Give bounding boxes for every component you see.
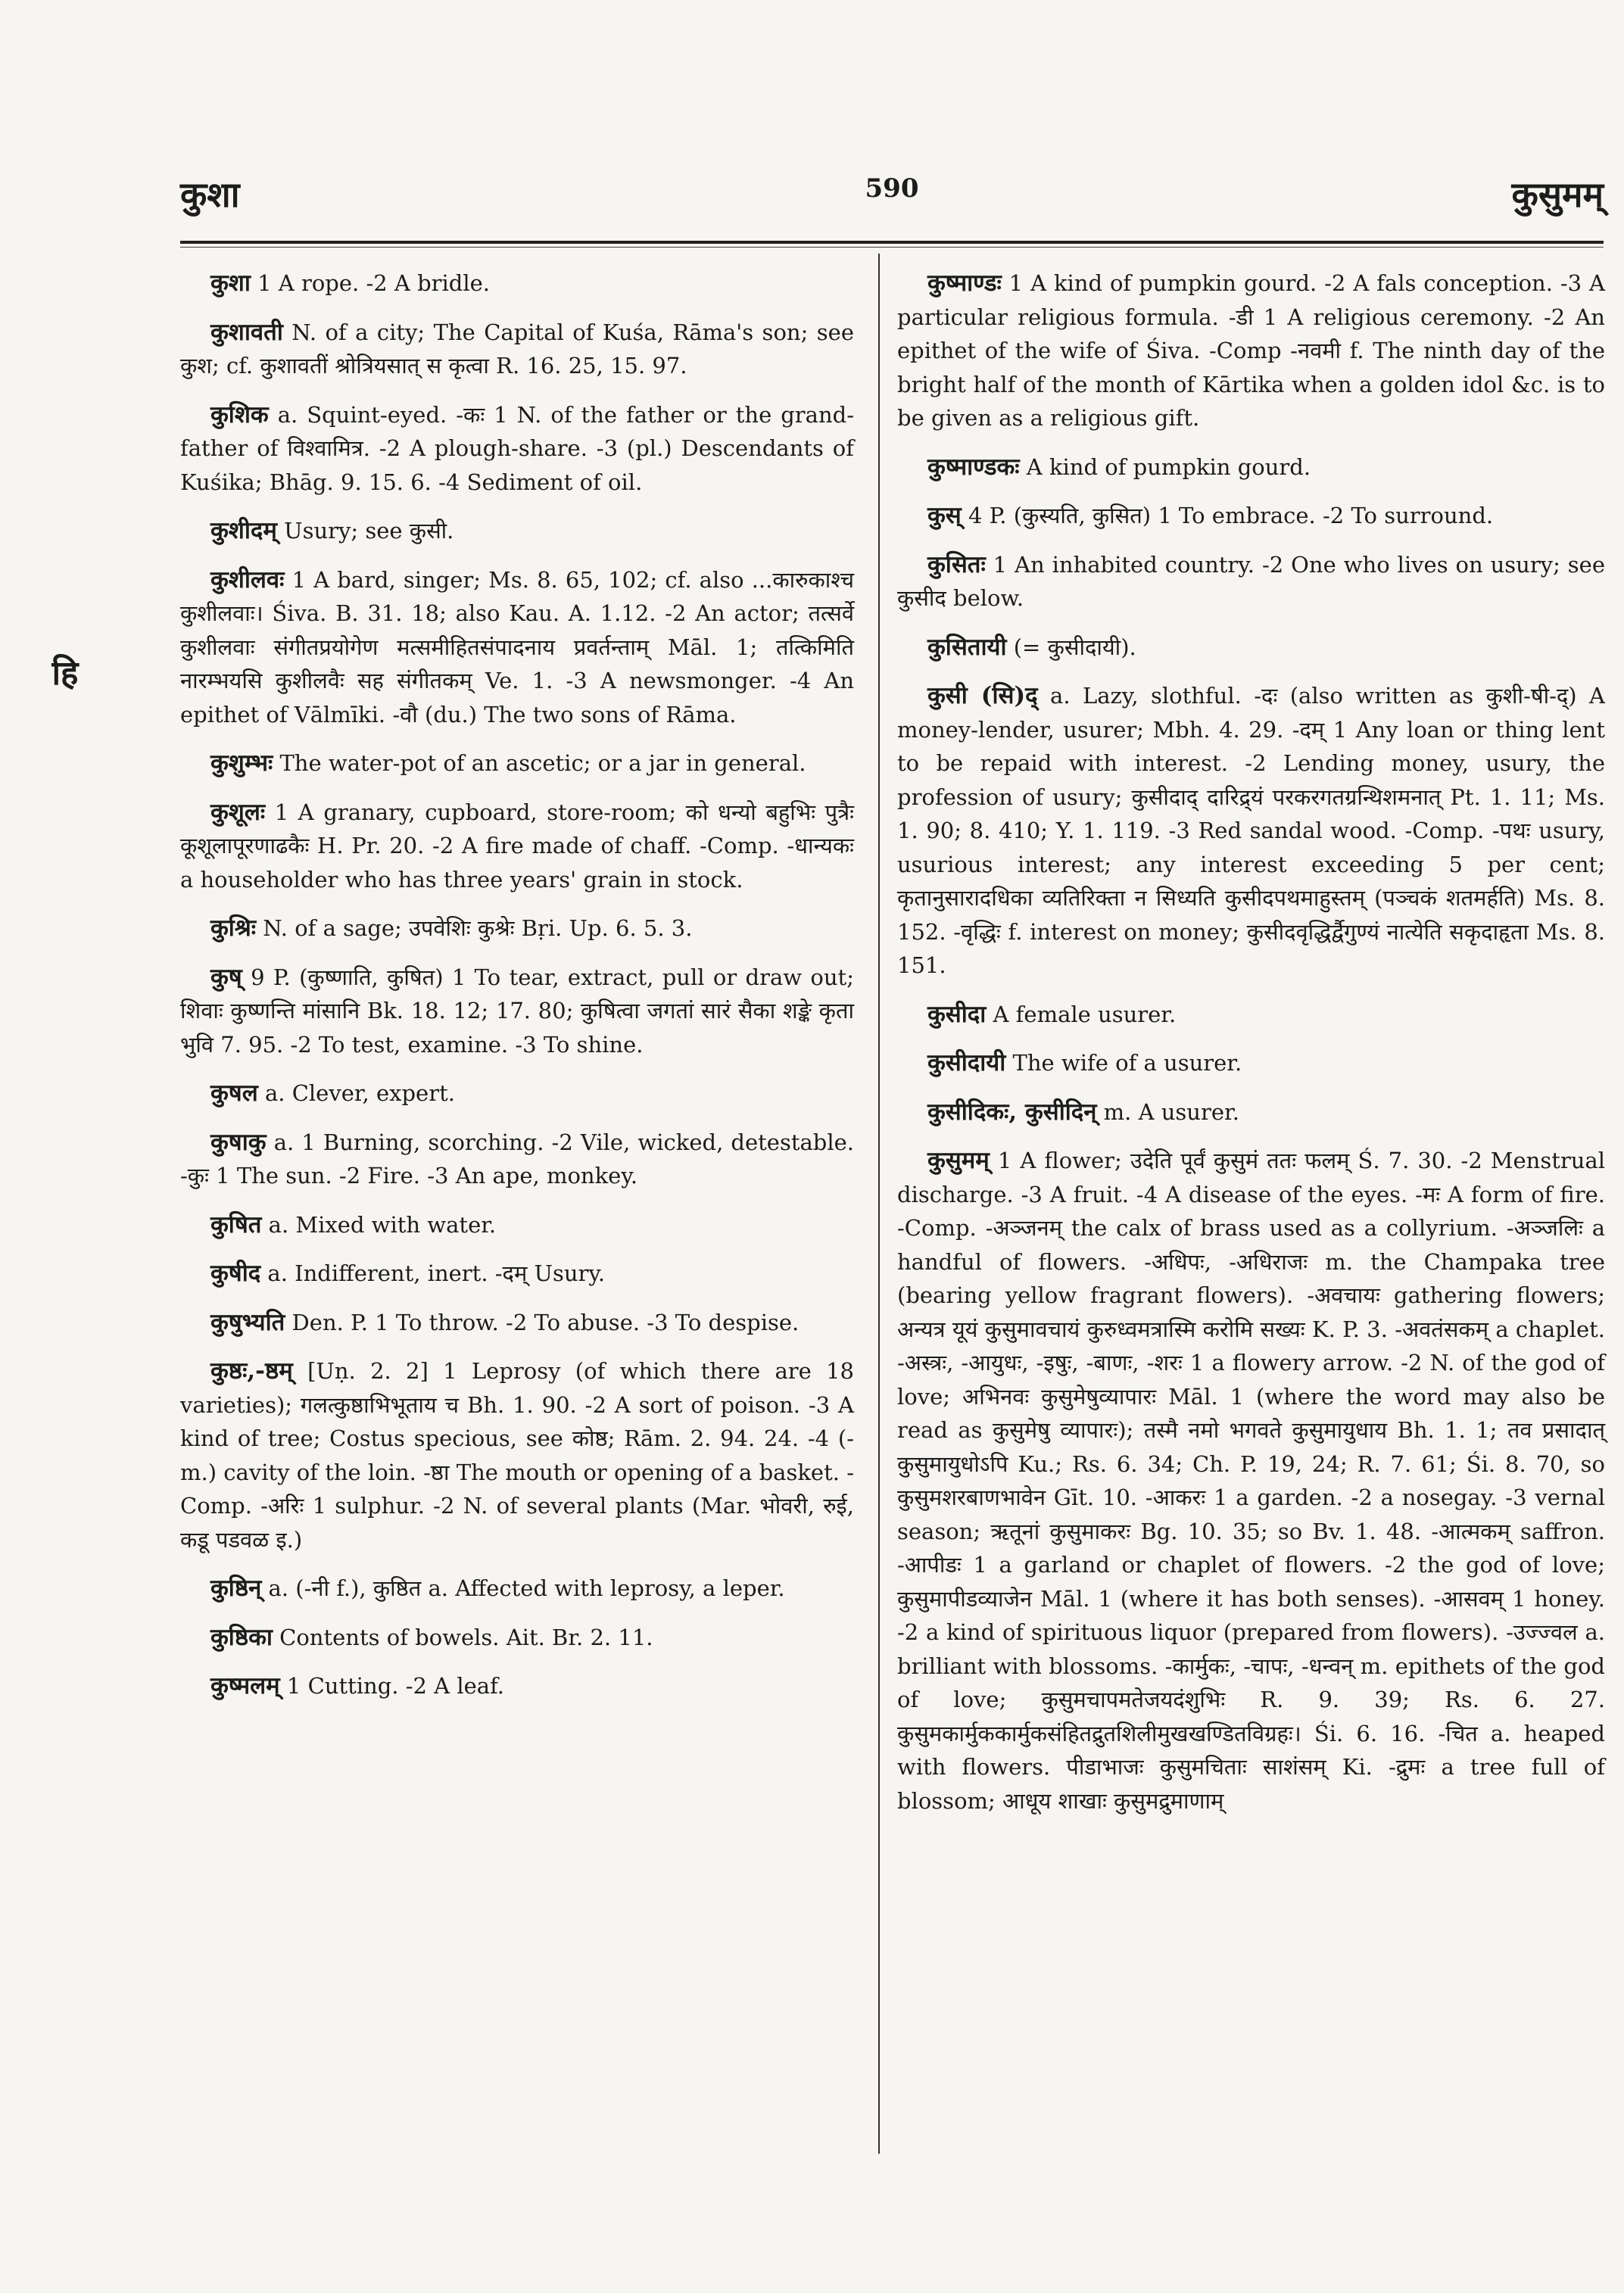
column-divider (878, 254, 880, 2154)
page-header (180, 170, 1604, 223)
dictionary-entry (180, 1572, 854, 1606)
dictionary-entry (180, 746, 854, 780)
entry-text: 1 A flower; उदेति पूर्वं कुसुमं ततः फलम् Ś. 7. 30. -2 Menstrual discharge. -3 A fruit. -4 A disease of the eyes. -मः A form of fire. -Comp. -अञ्जनम् the calx of brass used as a collyrium. -अञ्जलिः a handful of flowers. -अधिपः, -अधिराजः m. the Champaka tree (bearing yellow fragrant flowers). -अवचायः gathering flowers; अन्यत्र यूयं कुसुमावचायं कुरुध्वमत्रास्मि करोमि सख्यः K. P. 3. -अवतंसकम् a chaplet. -अस्त्रः, -आयुधः, -इषुः, -बाणः, -शरः 1 a flowery arrow. -2 N. of the god of love; अभिनवः कुसुमेषुव्यापारः Māl. 1 (where the word may also be read as कुसुमेषु व्यापारः); तस्मै नमो भगवते कुसुमायुधाय Bh. 1. 1; तव प्रसादात् कुसुमायुधोऽपि Ku.; Rs. 6. 34; Ch. P. 19, 24; R. 7. 61; Śi. 8. 70, so कुसुमशरबाणभावेन Gīt. 10. -आकरः 1 a garden. -2 a nosegay. -3 vernal season; ऋतूनां कुसुमाकरः Bg. 10. 35; so Bv. 1. 48. -आत्मकम् saffron. -आपीडः 1 a garland or chaplet of flowers. -2 the god of love; कुसुमापीडव्याजेन Māl. 1 (where it has both senses). -आसवम् 1 honey. -2 a kind of spirituous liquor (prepared from flowers). -उज्ज्वल a. brilliant with blossoms. -कार्मुकः, -चापः, -धन्वन् m. epithets of the god of love; कुसुमचापमतेजयदंशुभिः R. 9. 39; Rs. 6. 27. कुसुमकार्मुककार्मुकसंहितद्रुतशिलीमुखखण्डितविग्रहः। Śi. 6. 16. -चित a. heaped with flowers. पीडाभाजः कुसुमचिताः साशंसम् Ki. -द्रुमः a tree full of blossom; आधूय शाखाः कुसुमद्रुमाणाम् (897, 1148, 1605, 1814)
entry-text: 9 P. (कुष्णाति, कुषित) 1 To tear, extract, pull or draw out; शिवाः कुष्णन्ति मांसानि Bk. 18. 12; 17. 80; कुषित्वा जगतां सारं सैका शङ्के कृता भुवि 7. 95. -2 To test, examine. -3 To shine. (180, 964, 854, 1058)
entry-text: 1 A kind of pumpkin gourd. -2 A fals conception. -3 A particular religious formula. -डी 1 A religious ceremony. -2 An epithet of the wife of Śiva. -Comp -नवमी f. The ninth day of the bright half of the month of Kārtika when a golden idol &c. is to be given as a religious gift. (897, 270, 1605, 431)
dictionary-entry (180, 1126, 854, 1193)
entry-text: a. Mixed with water. (261, 1211, 497, 1238)
entry-text: a. 1 Burning, scorching. -2 Vile, wicked, detestable. -कुः 1 The sun. -2 Fire. -3 An ape, monkey. (180, 1129, 854, 1189)
headword: कुष्ठः,-ष्ठम् (210, 1357, 293, 1385)
dictionary-entry (897, 1046, 1605, 1080)
entry-text: a. Lazy, slothful. -दः (also written as कुशी-षी-द्) A money-lender, usurer; Mbh. 4. 29. -दम् 1 Any loan or thing lent to be repaid with interest. -2 Lending money, usury, the profession of usury; कुसीदाद् दारिद्र्यं परकरगतग्रन्थिशमनात् Pt. 1. 11; Ms. 1. 90; 8. 410; Y. 1. 119. -3 Red sandal wood. -Comp. -पथः usury, usurious interest; any interest exceeding 5 per cent; कृतानुसारादधिका व्यतिरिक्ता न सिध्यति कुसीदपथमाहुस्तम् (पञ्चकं शतमर्हति) Ms. 8. 152. -वृद्धिः f. interest on money; कुसीदवृद्धिर्द्वैगुण्यं नात्येति सकृदाहृता Ms. 8. 151. (897, 683, 1605, 978)
dictionary-entry (180, 1669, 854, 1703)
headword: कुष्माण्डः (927, 269, 1002, 297)
dictionary-entry (897, 1144, 1605, 1818)
headword: कुसीदिकः, कुसीदिन् (927, 1098, 1097, 1126)
entry-text: The wife of a usurer. (1005, 1050, 1242, 1076)
headword: कुशा (210, 269, 251, 297)
entry-text: A female usurer. (986, 1001, 1177, 1027)
page-number: 590 (865, 173, 919, 204)
headword: कुषाकु (210, 1128, 267, 1156)
entry-text: 1 A bard, singer; Ms. 8. 65, 102; cf. also ...कारुकाश्च कुशीलवाः। Śiva. B. 31. 18; also Kau. A. 1.12. -2 An actor; तत्सर्वे कुशीलवाः संगीतप्रयोगेण मत्समीहितसंपादनाय प्रवर्तन्ताम् Māl. 1; तत्किमिति नारम्भयसि कुशीलवैः सह संगीतकम् Ve. 1. -3 A newsmonger. -4 An epithet of Vālmīki. -वौ (du.) The two sons of Rāma. (180, 566, 854, 727)
entry-text: The water-pot of an ascetic; or a jar in general. (273, 750, 806, 776)
dictionary-entry (180, 961, 854, 1062)
entry-text: N. of a sage; उपवेशिः कुश्रेः Bṛi. Up. 6. 5. 3. (256, 915, 693, 941)
entry-text: a. Squint-eyed. -कः 1 N. of the father or the grand-father of विश्वामित्र. -2 A plough-share. -3 (pl.) Descendants of Kuśika; Bhāg. 9. 15. 6. -4 Sediment of oil. (180, 401, 854, 495)
headword: कुशुम्भः (210, 749, 273, 777)
entry-text: 1 An inhabited country. -2 One who lives on usury; see कुसीद below. (897, 551, 1605, 611)
headword: कुस् (927, 502, 962, 529)
dictionary-entry (180, 1076, 854, 1111)
headword: कुष् (210, 963, 242, 991)
headword: कुसीदायी (927, 1049, 1006, 1076)
entry-text: (= कुसीदायी). (1006, 634, 1136, 660)
header-rule (180, 241, 1604, 244)
dictionary-entry (180, 316, 854, 383)
entry-text: 1 A granary, cupboard, store-room; को धन्यो बहुभिः पुत्रैः कूशूलापूरणाढकैः H. Pr. 20. -2 A fire made of chaff. -Comp. -धान्यकः a householder who has three years' grain in stock. (180, 799, 854, 893)
right-column (897, 266, 1605, 1833)
header-rule-thin (180, 247, 1604, 248)
headword: कुशावती (210, 318, 283, 346)
dictionary-entry (897, 266, 1605, 435)
dictionary-entry (180, 1621, 854, 1655)
headword: कुशिक (210, 400, 269, 428)
dictionary-entry (897, 1095, 1605, 1129)
headword: कुसुमम् (927, 1147, 990, 1174)
headword: कुष्ठिन् (210, 1575, 262, 1602)
dictionary-entry (897, 631, 1605, 665)
headword: कुसितः (927, 550, 986, 578)
dictionary-entry (180, 1257, 854, 1291)
headword: कुसीदा (927, 1000, 987, 1028)
dictionary-entry (897, 548, 1605, 615)
headword: कुसितायी (927, 633, 1007, 661)
left-column (180, 266, 854, 1718)
headword: कुषीद (210, 1260, 261, 1287)
headword: कुसी (सि)द् (927, 682, 1038, 709)
dictionary-entry (180, 911, 854, 946)
headword: कुशीलवः (210, 565, 285, 594)
entry-text: m. A usurer. (1096, 1098, 1239, 1125)
headword: कुषुभ्यति (210, 1308, 285, 1336)
entry-text: 1 Cutting. -2 A leaf. (279, 1673, 504, 1699)
headword: कुषित (210, 1210, 262, 1238)
headword: कुषल (210, 1080, 258, 1107)
headword: कुष्मलम् (210, 1672, 280, 1699)
entry-text: Contents of bowels. Ait. Br. 2. 11. (272, 1624, 653, 1650)
entry-text: [Uṇ. 2. 2] 1 Leprosy (of which there are 18 varieties); गलत्कुष्ठाभिभूताय च Bh. 1. 90. -2 A sort of poison. -3 A kind of tree; Costus specious, see कोष्ठ; Rām. 2. 94. 24. -4 (-m.) cavity of the loin. -ष्ठा The mouth or opening of a basket. -Comp. -अरिः 1 sulphur. -2 N. of several plants (Mar. भोवरी, रुई, कडू पडवळ इ.) (180, 1358, 854, 1553)
entry-text: A kind of pumpkin gourd. (1019, 453, 1311, 480)
entry-text: N. of a city; The Capital of Kuśa, Rāma's son; see कुश; cf. कुशावतीं श्रोत्रियसात् स कृत्वा R. 16. 25, 15. 97. (180, 319, 854, 379)
dictionary-entry (897, 679, 1605, 983)
dictionary-entry (180, 796, 854, 897)
dictionary-entry (180, 1306, 854, 1340)
margin-mark: हि (51, 654, 79, 693)
entry-text: Usury; see कुसी. (276, 518, 454, 544)
dictionary-entry (180, 1208, 854, 1242)
entry-text: Den. P. 1 To throw. -2 To abuse. -3 To despise. (285, 1309, 800, 1335)
dictionary-entry (897, 450, 1605, 484)
dictionary-entry (897, 499, 1605, 533)
entry-text: a. Clever, expert. (257, 1080, 455, 1106)
header-left-word: कुशा (180, 174, 240, 215)
entry-text: 4 P. (कुस्यति, कुसित) 1 To embrace. -2 To surround. (961, 503, 1494, 528)
dictionary-entry (180, 1354, 854, 1556)
dictionary-entry (897, 998, 1605, 1032)
headword: कुष्माण्डकः (927, 453, 1020, 481)
dictionary-entry (180, 398, 854, 500)
headword: कुष्ठिका (210, 1623, 273, 1651)
headword: कुशूलः (210, 798, 266, 826)
entry-text: a. Indifferent, inert. -दम् Usury. (260, 1260, 606, 1286)
headword: कुशीदम् (210, 517, 277, 544)
entry-text: a. (-नी f.), कुष्ठित a. Affected with leprosy, a leper. (261, 1575, 785, 1601)
dictionary-entry (180, 514, 854, 548)
entry-text: 1 A rope. -2 A bridle. (250, 270, 491, 296)
headword: कुश्रिः (210, 914, 257, 942)
dictionary-entry (180, 563, 854, 732)
dictionary-entry (180, 266, 854, 301)
header-right-word: कुसुमम् (1511, 174, 1604, 215)
